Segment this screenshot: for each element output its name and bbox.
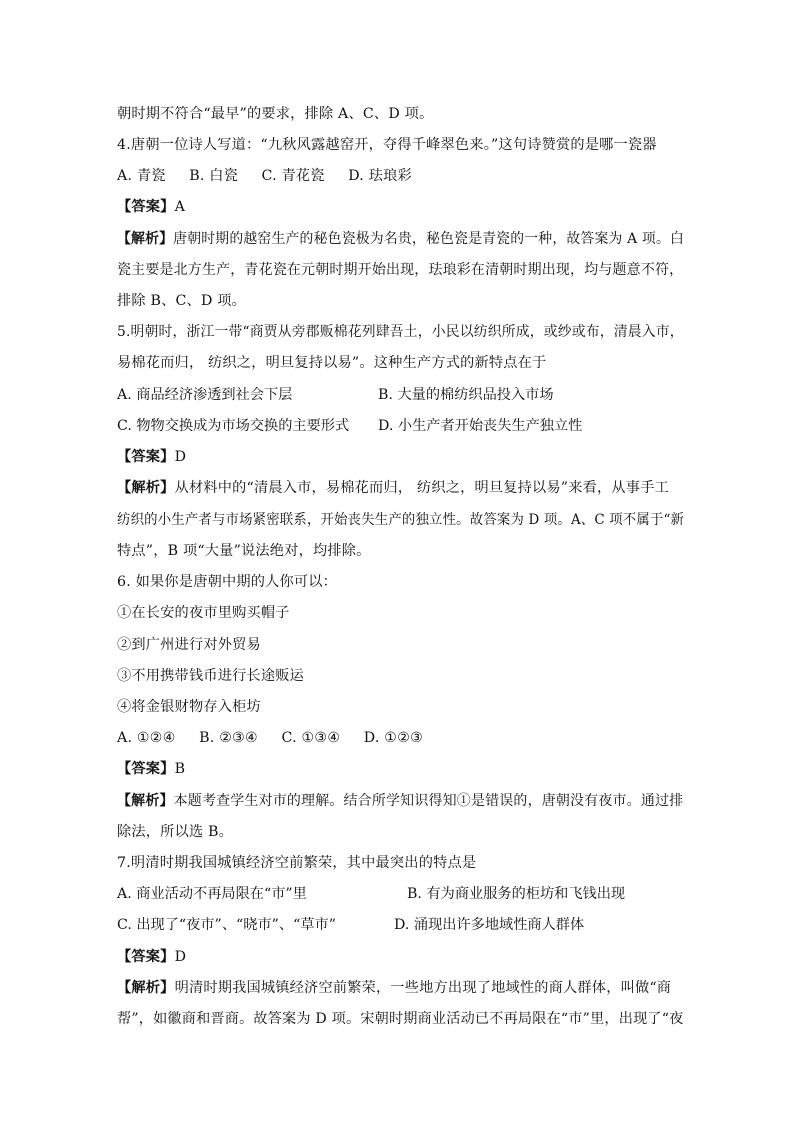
text-line: 易棉花而归， 纺织之，明旦复持以易”。这种生产方式的新特点在于 <box>117 355 547 371</box>
explanation-label: 【解析】 <box>117 480 175 496</box>
question-4-answer <box>117 197 185 217</box>
text-line: 纺织的小生产者与市场紧密联系，开始丧失生产的独立性。故答案为 D 项。A、C 项不属于“新 <box>117 512 685 528</box>
explanation-label: 【解析】 <box>117 980 175 996</box>
question-5-stem: 5.明朝时，浙江一带“商贾从旁郡贩棉花列肆吾土，小民以纺织所成，或纱或布，清晨入市， <box>117 324 684 340</box>
question-4-options: A. 青瓷 B. 白瓷 C. 青花瓷 D. 珐琅彩 <box>117 168 412 184</box>
explanation-text: 从材料中的“清晨入市，易棉花而归， 纺织之，明旦复持以易”来看，从事手工 <box>174 480 669 496</box>
text-line: 排除 B、C、D 项。 <box>117 293 247 309</box>
question-5-option-c: C. 物物交换成为市场交换的主要形式 <box>117 418 350 434</box>
text-line: 帮”，如徽商和晋商。故答案为 D 项。宋朝时期商业活动已不再局限在“市”里，出现了“夜 <box>117 1011 684 1027</box>
question-7-option-a: A. 商业活动不再局限在“市”里 <box>117 886 307 902</box>
question-6-answer <box>117 759 185 779</box>
question-6-item-4: ④将金银财物存入柜坊 <box>117 699 261 715</box>
question-6-item-2: ②到广州进行对外贸易 <box>117 637 261 653</box>
question-5-answer <box>117 447 186 467</box>
question-5-option-a: A. 商品经济渗透到社会下层 <box>117 387 293 403</box>
question-7-option-c: C. 出现了“夜市”、“晓市”、“草市” <box>117 917 336 933</box>
answer-value: D <box>174 449 187 465</box>
question-4-explanation <box>117 229 684 249</box>
question-7-stem: 7.明清时期我国城镇经济空前繁荣，其中最突出的特点是 <box>117 855 477 871</box>
question-6-item-3: ③不用携带钱币进行长途贩运 <box>117 668 305 684</box>
question-6-explanation <box>117 791 683 811</box>
question-4-stem: 4.唐朝一位诗人写道：“九秋风露越窑开，夺得千峰翠色来。”这句诗赞赏的是哪一瓷器 <box>117 137 657 153</box>
explanation-label: 【解析】 <box>117 793 174 809</box>
question-7-answer <box>117 947 186 967</box>
question-6-stem: 6. 如果你是唐朝中期的人你可以： <box>117 574 338 590</box>
text-line: 瓷主要是北方生产，青花瓷在元朝时期开始出现，珐琅彩在清朝时期出现，均与题意不符， <box>117 262 684 278</box>
answer-value: B <box>174 761 186 777</box>
explanation-text: 本题考查学生对市的理解。结合所学知识得知①是错误的，唐朝没有夜市。通过排 <box>173 793 684 809</box>
question-5-explanation <box>117 478 669 498</box>
explanation-label: 【解析】 <box>117 231 174 247</box>
question-6-options: A. ①②④ B. ②③④ C. ①③④ D. ①②③ <box>117 730 424 746</box>
answer-label: 【答案】 <box>117 199 175 215</box>
answer-label: 【答案】 <box>117 761 175 777</box>
question-5-option-d: D. 小生产者开始丧失生产独立性 <box>378 418 583 434</box>
explanation-text: 明清时期我国城镇经济空前繁荣，一些地方出现了地域性的商人群体，叫做“商 <box>174 980 672 996</box>
answer-value: A <box>174 199 186 215</box>
answer-value: D <box>174 949 187 965</box>
question-7-option-b: B. 有为商业服务的柜坊和飞钱出现 <box>407 886 626 902</box>
text-line: 除法，所以选 B。 <box>117 824 234 840</box>
answer-label: 【答案】 <box>117 949 175 965</box>
question-5-option-b: B. 大量的棉纺织品投入市场 <box>378 387 554 403</box>
question-7-option-d: D. 涌现出许多地域性商人群体 <box>394 917 585 933</box>
question-7-explanation <box>117 978 671 998</box>
question-6-item-1: ①在长安的夜市里购买帽子 <box>117 605 290 621</box>
answer-label: 【答案】 <box>117 449 175 465</box>
text-line: 特点”，B 项“大量”说法绝对，均排除。 <box>117 543 371 559</box>
text-line: 朝时期不符合“最早”的要求，排除 A、C、D 项。 <box>117 106 434 122</box>
explanation-text: 唐朝时期的越窑生产的秘色瓷极为名贵，秘色瓷是青瓷的一种，故答案为 A 项。白 <box>173 231 685 247</box>
